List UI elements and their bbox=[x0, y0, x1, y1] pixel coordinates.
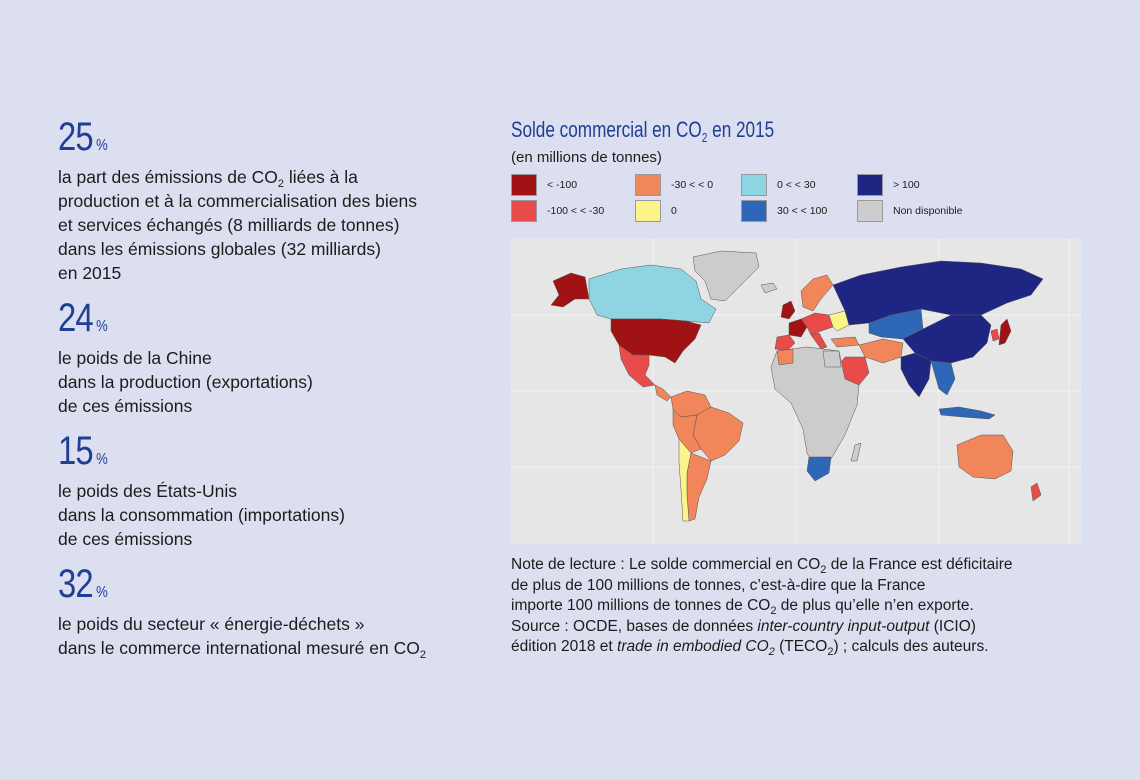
stat-description-line: et services échangés (8 milliards de tonnes) bbox=[58, 215, 400, 235]
key-figures bbox=[58, 115, 498, 674]
legend-item bbox=[635, 174, 713, 196]
region-korea bbox=[991, 329, 999, 341]
stat-description-line: le poids de la Chine bbox=[58, 348, 212, 368]
legend-swatch bbox=[635, 174, 661, 196]
legend-swatch bbox=[741, 174, 767, 196]
region-south-africa bbox=[807, 457, 831, 481]
stat-description-line: de ces émissions bbox=[58, 529, 193, 549]
stat-description bbox=[58, 479, 498, 551]
stat-description-line: dans le commerce international mesuré en $CO_2$ bbox=[58, 638, 426, 661]
stat-description bbox=[58, 165, 498, 285]
region-iceland bbox=[761, 283, 777, 293]
world-map-svg bbox=[511, 239, 1081, 544]
legend-label: -100 < < -30 bbox=[547, 205, 605, 217]
legend-label: -30 < < 0 bbox=[671, 179, 714, 191]
region-indonesia bbox=[939, 407, 995, 419]
reading-note bbox=[511, 555, 1081, 658]
legend-item bbox=[635, 200, 677, 222]
stat-description-line: dans les émissions globales (32 milliards) bbox=[58, 239, 381, 259]
stat-description-line: production et à la commercialisation des biens bbox=[58, 191, 417, 211]
stat-block bbox=[58, 562, 498, 661]
map-header bbox=[511, 116, 1081, 226]
region-southeast-asia bbox=[931, 361, 955, 395]
region-australia bbox=[957, 435, 1013, 479]
region-morocco bbox=[777, 349, 793, 365]
legend-item bbox=[511, 174, 577, 196]
stat-unit: % bbox=[96, 584, 108, 601]
stat-description-line: le poids des États-Unis bbox=[58, 481, 237, 501]
note-line: Source : OCDE, bases de données inter-country input-output (ICIO) bbox=[511, 617, 976, 635]
map-subtitle: (en millions de tonnes) bbox=[511, 149, 662, 166]
legend-label: 0 < < 30 bbox=[777, 179, 816, 191]
stat-description-line: dans la production (exportations) bbox=[58, 372, 313, 392]
stat-number: 24 % bbox=[58, 296, 108, 340]
stat-block bbox=[58, 296, 498, 418]
region-egypt bbox=[823, 351, 841, 367]
legend-label: > 100 bbox=[893, 179, 920, 191]
legend-label: 30 < < 100 bbox=[777, 205, 828, 217]
region-brazil bbox=[693, 407, 743, 461]
region-argentina bbox=[687, 453, 711, 521]
note-line: Note de lecture : Le solde commercial en $CO_2$ de la France est déficitaire bbox=[511, 556, 1013, 576]
legend-item bbox=[857, 174, 920, 196]
region-canada bbox=[589, 265, 716, 323]
legend-swatch bbox=[857, 200, 883, 222]
region-india bbox=[901, 353, 931, 397]
stat-unit: % bbox=[96, 137, 108, 154]
stat-description-line: le poids du secteur « énergie-déchets » bbox=[58, 614, 365, 634]
stat-number: 15 % bbox=[58, 429, 108, 473]
region-iberia bbox=[775, 335, 795, 351]
legend-swatch bbox=[511, 174, 537, 196]
stat-block bbox=[58, 115, 498, 285]
stat-number: 25 % bbox=[58, 115, 108, 159]
note-line: importe 100 millions de tonnes de $CO_2$ de plus qu’elle n’en exporte. bbox=[511, 597, 974, 617]
legend-label: < -100 bbox=[547, 179, 578, 191]
legend-swatch bbox=[635, 200, 661, 222]
region-new-zealand bbox=[1031, 483, 1041, 501]
note-line: édition 2018 et trade in embodied $CO_2$ $(TECO_2)$ ; calculs des auteurs. bbox=[511, 638, 989, 658]
stat-block bbox=[58, 429, 498, 551]
region-central-europe bbox=[801, 313, 833, 335]
legend-label: 0 bbox=[671, 205, 677, 217]
map-title: Solde commercial en $CO_2$ en 2015 bbox=[511, 117, 775, 145]
legend-item bbox=[741, 200, 827, 222]
region-alaska bbox=[551, 273, 589, 307]
legend-swatch bbox=[511, 200, 537, 222]
map-legend bbox=[511, 174, 1081, 226]
stat-description bbox=[58, 346, 498, 418]
stat-description-line: en 2015 bbox=[58, 263, 122, 283]
legend-item bbox=[511, 200, 604, 222]
region-uk bbox=[781, 301, 795, 319]
region-central-america bbox=[655, 385, 671, 401]
stat-description-line: dans la consommation (importations) bbox=[58, 505, 345, 525]
region-scandinavia bbox=[801, 275, 833, 311]
legend-item bbox=[857, 200, 962, 222]
world-map bbox=[511, 239, 1081, 544]
stat-unit: % bbox=[96, 318, 108, 335]
region-japan bbox=[999, 319, 1011, 345]
legend-swatch bbox=[741, 200, 767, 222]
region-greenland bbox=[693, 251, 759, 301]
note-line: de plus de 100 millions de tonnes, c’est-à-dire que la France bbox=[511, 576, 926, 594]
legend-label: Non disponible bbox=[893, 205, 963, 217]
stat-unit: % bbox=[96, 451, 108, 468]
stat-description-line: de ces émissions bbox=[58, 396, 193, 416]
legend-item bbox=[741, 174, 816, 196]
legend-swatch bbox=[857, 174, 883, 196]
stat-number: 32 % bbox=[58, 562, 108, 606]
stat-description-line: la part des émissions de $CO_2$ liées à la bbox=[58, 167, 358, 190]
region-madagascar bbox=[851, 443, 861, 461]
region-turkey bbox=[831, 337, 859, 347]
stat-description bbox=[58, 612, 498, 660]
region-italy bbox=[811, 333, 827, 349]
